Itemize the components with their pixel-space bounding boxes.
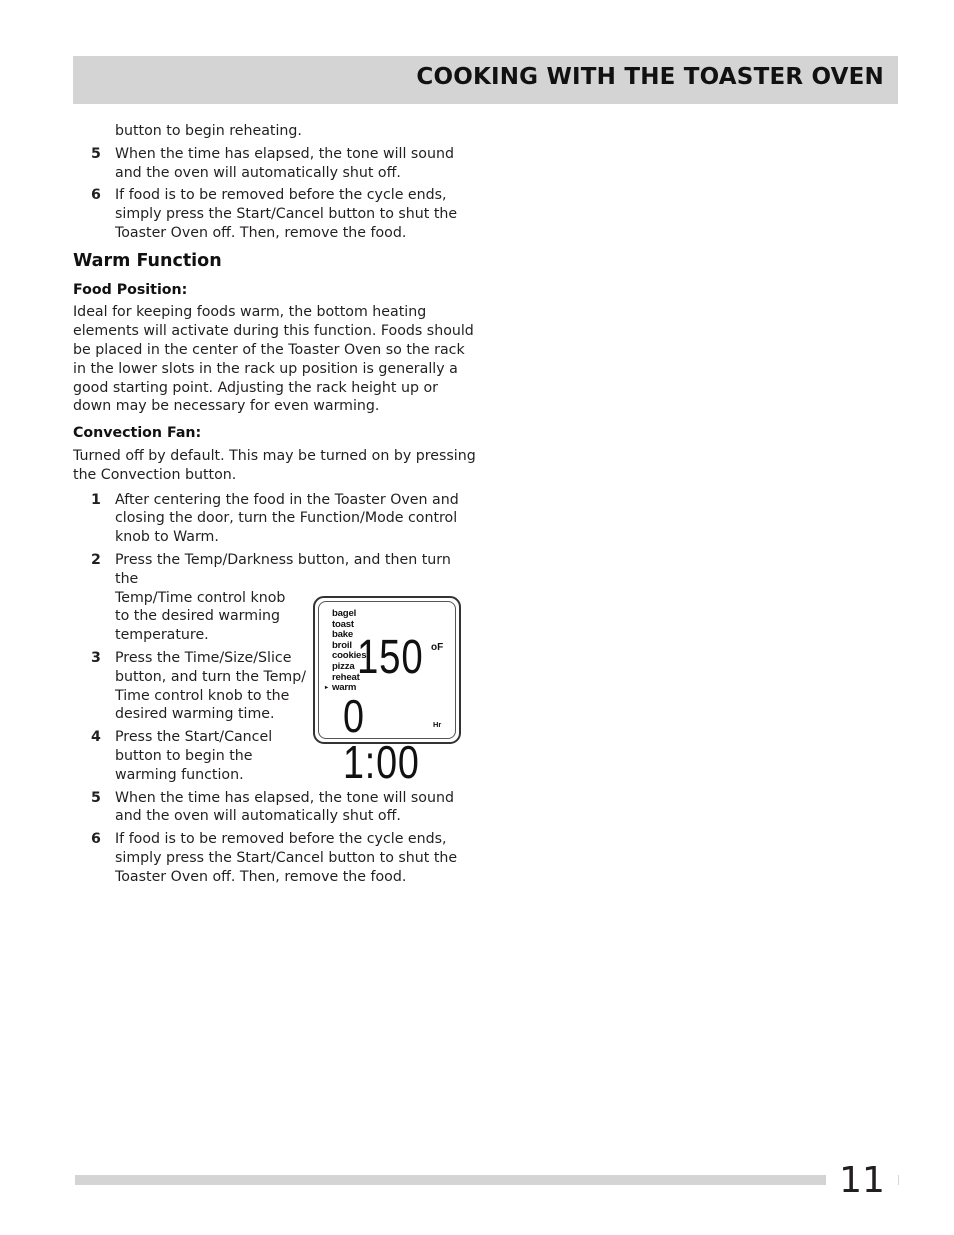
step-text: If food is to be removed before the cycle ends, simply press the Start/Cancel button to shut the Toaster Oven off. Then, remove the food. — [115, 831, 458, 885]
intro-step-6 — [73, 186, 478, 242]
warm-step-1 — [73, 491, 478, 547]
step-text-line: button, and turn the Temp/ — [115, 668, 307, 685]
step-number: 5 — [91, 145, 101, 162]
step-text-line: temperature. — [115, 627, 209, 644]
lcd-time: 0 1:00 — [343, 690, 420, 788]
step-text-line: Press the Time/Size/Slice — [115, 649, 292, 666]
step-number: 5 — [91, 789, 101, 806]
step-text-line: Press the Start/Cancel — [115, 729, 273, 746]
step-text-line: to the desired warming — [115, 608, 281, 625]
lcd-mode-label: bake — [332, 629, 354, 641]
food-position-text: Ideal for keeping foods warm, the bottom heating elements will activate during this function. Foods should be placed in the center of the Toaster Oven so the rack in the lower slots in the rack up position is generally a good starting point. Adjusting the rack height up or down may be necessary for even warming. — [73, 304, 474, 415]
lcd-mode-label: bagel — [332, 608, 357, 619]
step-text: After centering the food in the Toaster Oven and closing the door, turn the Function/Mode control knob to Warm. — [115, 491, 459, 546]
lcd-mode-label: toast — [332, 618, 354, 630]
convection-fan-text: Turned off by default. This may be turned on by pressing the Convection button. — [73, 447, 476, 483]
lcd-time-unit: Hr — [433, 720, 442, 729]
step-number: 3 — [91, 649, 101, 666]
convection-fan-heading: Convection Fan: — [73, 425, 202, 442]
step-number: 6 — [91, 831, 101, 848]
lcd-mode-label: warm — [332, 682, 357, 694]
warm-step-5 — [73, 789, 478, 827]
intro-continuation: button to begin reheating. — [115, 123, 302, 139]
step-number: 6 — [91, 187, 101, 204]
step-number: 4 — [91, 729, 101, 746]
lcd-mode-label: broil — [332, 639, 352, 651]
footer-bar — [75, 1175, 899, 1185]
lcd-display-illustration — [313, 596, 461, 788]
step-text-line: Time control knob to the — [115, 687, 290, 704]
step-text-line: warming function. — [115, 766, 244, 783]
section-heading: Warm Function — [73, 250, 222, 271]
warm-step-6 — [73, 830, 478, 886]
step-text: When the time has elapsed, the tone will sound and the oven will automatically shut off. — [115, 145, 454, 181]
page-number: 11 — [826, 1158, 898, 1204]
header-bar — [73, 56, 898, 104]
step-number: 2 — [91, 551, 101, 568]
lcd-mode-label: pizza — [332, 660, 355, 672]
page-title: COOKING WITH THE TOASTER OVEN — [416, 64, 884, 90]
step-text: When the time has elapsed, the tone will sound and the oven will automatically shut off. — [115, 789, 454, 825]
step-text-line: button to begin the — [115, 747, 253, 764]
step-text-line: Press the Temp/Darkness button, and then turn the — [115, 551, 451, 587]
step-number: 1 — [91, 491, 101, 508]
lcd-mode-label: cookies — [332, 650, 367, 662]
food-position-heading: Food Position: — [73, 281, 188, 298]
selected-mode-marker-icon: ▸ — [325, 685, 328, 692]
lcd-temperature: 150 — [357, 631, 424, 684]
step-text-line: desired warming time. — [115, 706, 275, 723]
lcd-temperature-unit: oF — [431, 642, 444, 653]
intro-step-5 — [73, 145, 478, 183]
step-text-line: Temp/Time control knob — [115, 589, 286, 606]
lcd-mode-label: reheat — [332, 671, 360, 683]
step-text: If food is to be removed before the cycle ends, simply press the Start/Cancel button to shut the Toaster Oven off. Then, remove the food. — [115, 187, 458, 241]
